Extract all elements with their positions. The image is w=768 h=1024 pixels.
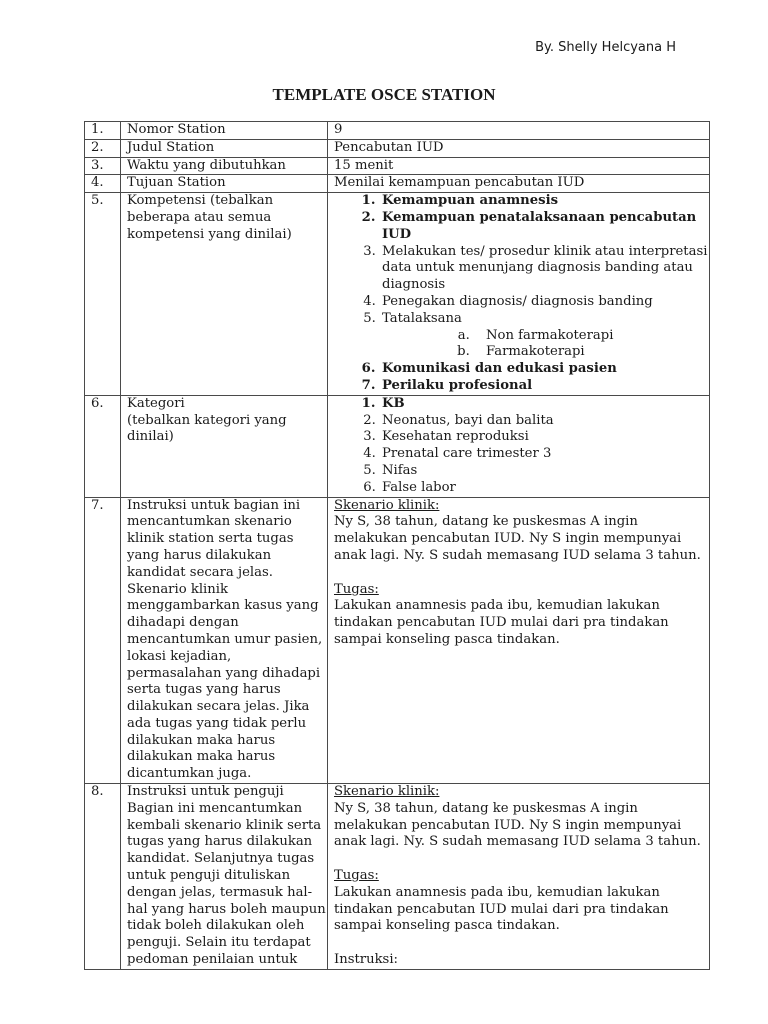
scenario-text: Ny S, 38 tahun, datang ke puskesmas A ingin melakukan pencabutan IUD. Ny S ingin mempunyai anak lagi. Ny. S sudah memasang IUD selama 3 tahun.: [334, 800, 701, 850]
author-credit: By. Shelly Helcyana H: [535, 40, 676, 55]
row-value: 15 menit: [328, 157, 710, 175]
row-label: Waktu yang dibutuhkan: [121, 157, 328, 175]
row-label: Tujuan Station: [121, 175, 328, 193]
osce-station-table: [84, 121, 710, 970]
list-item-label: Tatalaksana: [382, 310, 462, 326]
task-text: Lakukan anamnesis pada ibu, kemudian lakukan tindakan pencabutan IUD mulai dari pra tindakan sampai konseling pasca tindakan.: [334, 598, 669, 647]
table-row: [85, 175, 710, 193]
scenario-cell: [328, 784, 710, 970]
list-item: 4. Prenatal care trimester 3: [380, 446, 709, 463]
instruction-heading: Instruksi:: [334, 952, 398, 968]
task-text: Lakukan anamnesis pada ibu, kemudian lakukan tindakan pencabutan IUD mulai dari pra tindakan sampai konseling pasca tindakan.: [334, 884, 669, 934]
table-row: [85, 395, 710, 497]
row-label: [121, 395, 328, 497]
row-number: 3.: [85, 157, 121, 175]
list-item: 2. Neonatus, bayi dan balita: [380, 413, 709, 430]
row-value: Menilai kemampuan pencabutan IUD: [328, 175, 710, 193]
list-item: 3. Kesehatan reproduksi: [380, 429, 709, 446]
table-row: [85, 122, 710, 140]
row-label: Instruksi untuk penguji Bagian ini mencantumkan kembali skenario klinik serta tugas yang harus dilakukan kandidat. Selanjutnya tugas untuk penguji dituliskan dengan jelas, termasuk hal-hal yang harus boleh maupun tidak boleh dilakukan oleh penguji. Selain itu terdapat pedoman penilaian untuk: [121, 784, 328, 970]
category-list: [334, 396, 709, 497]
row-label: Kompetensi (tebalkan beberapa atau semua kompetensi yang dinilai): [121, 193, 328, 396]
table-row: [85, 193, 710, 396]
row-number: 6.: [85, 395, 121, 497]
sub-list-item: b. Farmakoterapi: [474, 344, 709, 361]
document-title: TEMPLATE OSCE STATION: [272, 85, 496, 104]
scenario-text: Ny S, 38 tahun, datang ke puskesmas A ingin melakukan pencabutan IUD. Ny S ingin mempunyai anak lagi. Ny. S sudah memasang IUD selama 3 tahun.: [334, 514, 701, 563]
row-number: 1.: [85, 122, 121, 140]
sub-list: [382, 328, 709, 362]
list-item: 3. Melakukan tes/ prosedur klinik atau interpretasi data untuk menunjang diagnosis banding atau diagnosis: [380, 244, 709, 294]
row-value: Pencabutan IUD: [328, 139, 710, 157]
list-item: 6. Komunikasi dan edukasi pasien: [380, 361, 709, 378]
competency-cell: [328, 193, 710, 396]
row-value: 9: [328, 122, 710, 140]
row-label: Judul Station: [121, 139, 328, 157]
row-label: Nomor Station: [121, 122, 328, 140]
table-row: [85, 784, 710, 970]
list-item: 2. Kemampuan penatalaksanaan pencabutan IUD: [380, 210, 709, 244]
row-number: 7.: [85, 497, 121, 784]
table-row: [85, 157, 710, 175]
scenario-cell: [328, 497, 710, 784]
scenario-heading: Skenario klinik:: [334, 784, 440, 800]
table-row: [85, 139, 710, 157]
row-label: Instruksi untuk bagian ini mencantumkan skenario klinik station serta tugas yang harus dilakukan kandidat secara jelas. Skenario klinik menggambarkan kasus yang dihadapi dengan mencantumkan umur pasien, lokasi kejadian, permasalahan yang dihadapi serta tugas yang harus dilakukan secara jelas. Jika ada tugas yang tidak perlu dilakukan maka harus dilakukan maka harus dicantumkan juga.: [121, 497, 328, 784]
category-cell: [328, 395, 710, 497]
list-item: 5. Nifas: [380, 463, 709, 480]
row-number: 4.: [85, 175, 121, 193]
sub-list-item: a. Non farmakoterapi: [474, 328, 709, 345]
list-item: 1. Kemampuan anamnesis: [380, 193, 709, 210]
competency-list: [334, 193, 709, 395]
list-item: 6. False labor: [380, 480, 709, 497]
scenario-heading: Skenario klinik:: [334, 497, 440, 513]
row-number: 8.: [85, 784, 121, 970]
row-number: 2.: [85, 139, 121, 157]
row-number: 5.: [85, 193, 121, 396]
list-item: 1. KB: [380, 396, 709, 413]
task-heading: Tugas:: [334, 581, 379, 597]
table-row: [85, 497, 710, 784]
list-item: [380, 311, 709, 361]
task-heading: Tugas:: [334, 868, 379, 884]
row-label-note: (tebalkan kategori yang dinilai): [127, 412, 287, 445]
list-item: 7. Perilaku profesional: [380, 378, 709, 395]
row-label-title: Kategori: [127, 395, 185, 411]
list-item: 4. Penegakan diagnosis/ diagnosis banding: [380, 294, 709, 311]
